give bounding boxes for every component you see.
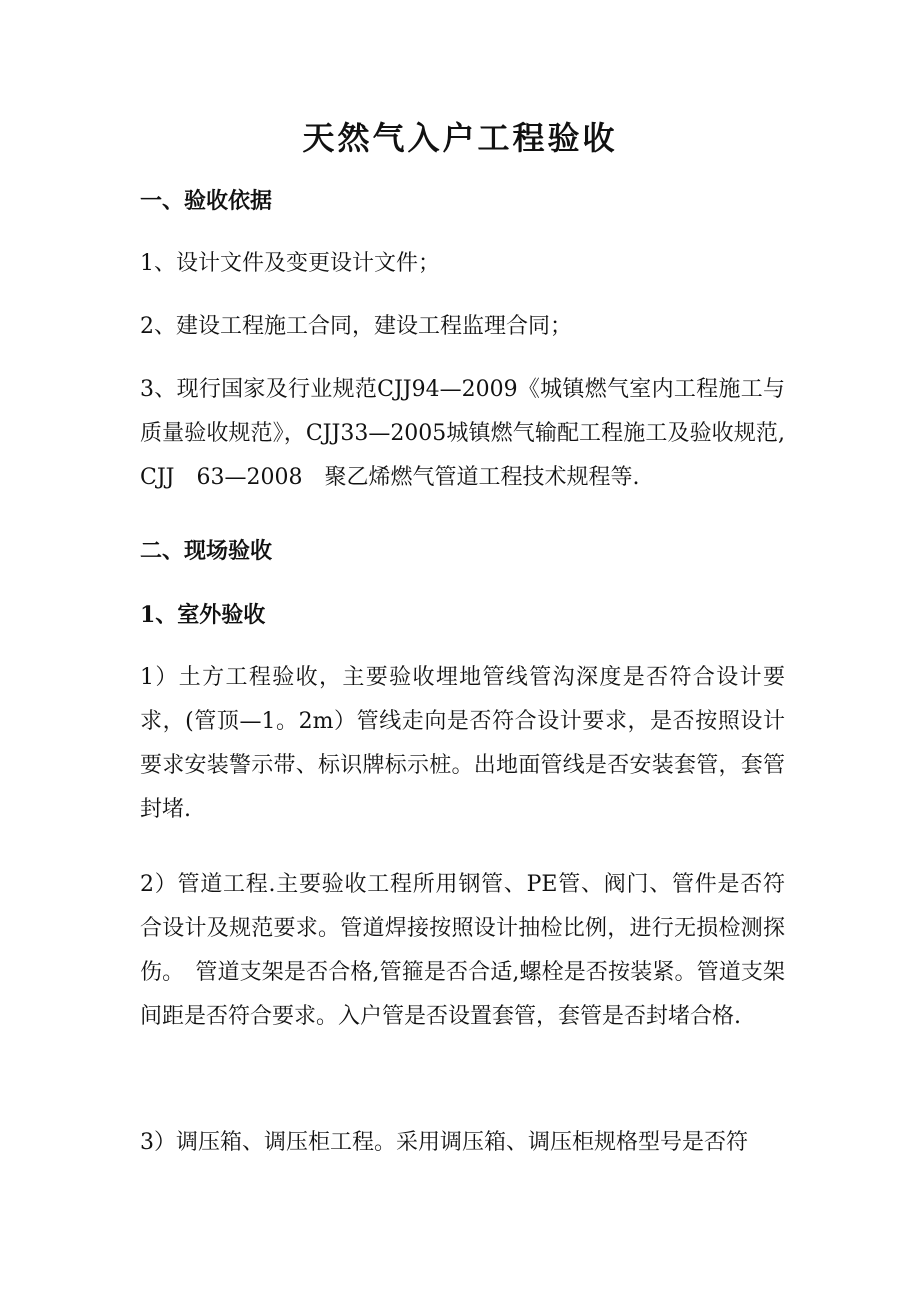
basis-item-2: 2、建设工程施工合同，建设工程监理合同；	[140, 314, 572, 339]
basis-item-1: 1、设计文件及变更设计文件；	[140, 251, 440, 276]
outdoor-item-regulator: 3）调压箱、调压柜工程。采用调压箱、调压柜规格型号是否符	[140, 1130, 748, 1155]
section-heading-site-acceptance: 二、现场验收	[140, 538, 273, 564]
document-title: 天然气入户工程验收	[302, 119, 618, 157]
section-heading-basis: 一、验收依据	[140, 188, 273, 214]
basis-item-3: 3、现行国家及行业规范CJJ94—2009《城镇燃气室内工程施工与质量验收规范》，CJJ33—2005城镇燃气输配工程施工及验收规范,CJJ 63—2008 聚乙烯燃气管道工程技术规程等.	[140, 377, 785, 490]
subheading-outdoor-acceptance: 1、室外验收	[140, 602, 266, 628]
outdoor-item-earthwork: 1）土方工程验收，主要验收埋地管线管沟深度是否符合设计要求，(管顶—1。2m）管线走向是否符合设计要求，是否按照设计要求安装警示带、标识牌标示桩。出地面管线是否安装套管，套管封堵.	[140, 665, 785, 822]
outdoor-item-pipeline: 2）管道工程.主要验收工程所用钢管、PE管、阀门、管件是否符合设计及规范要求。管道焊接按照设计抽检比例，进行无损检测探伤。 管道支架是否合格,管箍是否合适,螺栓是否按装紧。管道支架间距是否符合要求。入户管是否设置套管，套管是否封堵合格.	[140, 872, 785, 1029]
